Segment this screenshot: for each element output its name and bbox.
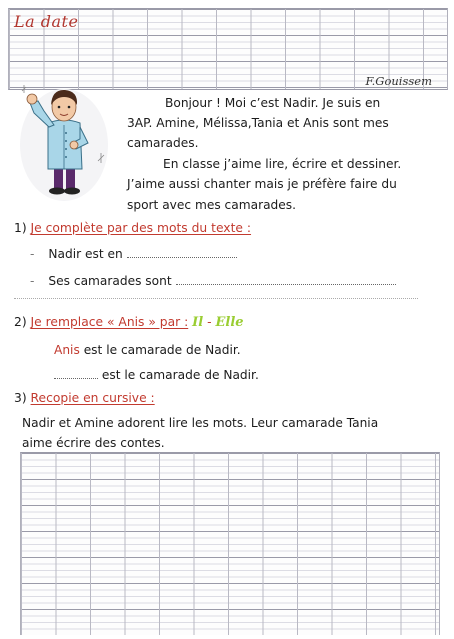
- pronoun-il: Il: [192, 315, 204, 330]
- exercise-1-number: 1): [14, 221, 27, 235]
- pronoun-blank[interactable]: [54, 378, 98, 379]
- exercise-3-heading: [14, 390, 155, 407]
- exercise-1-heading: [14, 220, 251, 237]
- name-anis: Anis: [54, 343, 80, 357]
- intro-line-1: Bonjour ! Moi c’est Nadir. Je suis en: [165, 96, 381, 110]
- cursive-writing-grid[interactable]: [20, 452, 440, 635]
- date-label: La date: [14, 12, 79, 31]
- intro-line-6: sport avec mes camarades.: [127, 198, 297, 212]
- answer-blank-2[interactable]: [176, 284, 396, 285]
- bullet: -: [30, 274, 35, 288]
- author-signature: F.Gouissem: [365, 74, 432, 88]
- exercise-2-title: Je remplace « Anis » par :: [30, 315, 189, 329]
- exercise-1-item-2-text: Ses camarades sont: [48, 274, 172, 288]
- pronoun-separator: -: [207, 315, 212, 329]
- sentence-1-rest: est le camarade de Nadir.: [83, 343, 241, 357]
- exercise-2-sentence-1: [54, 341, 241, 360]
- exercise-3-number: 3): [14, 391, 27, 405]
- exercise-1-title: Je complète par des mots du texte :: [30, 221, 252, 235]
- dotted-separator: [14, 298, 418, 299]
- sentence-2-rest: est le camarade de Nadir.: [101, 368, 259, 382]
- intro-line-5: J’aime aussi chanter mais je préfère faire du: [127, 177, 397, 191]
- exercise-2-sentence-2: [54, 366, 259, 385]
- exercise-2-number: 2): [14, 315, 27, 329]
- bullet: -: [30, 247, 35, 261]
- intro-line-2: 3AP. Amine, Mélissa,Tania et Anis sont mes: [127, 116, 389, 130]
- intro-line-3: camarades.: [127, 136, 199, 150]
- exercise-1-item-2: [30, 272, 396, 291]
- exercise-3-title: Recopie en cursive :: [30, 391, 155, 405]
- exercise-3-line-1: Nadir et Amine adorent lire les mots. Leur camarade Tania: [22, 416, 379, 430]
- exercise-1-item-1-text: Nadir est en: [48, 247, 123, 261]
- boy-illustration: [18, 83, 110, 201]
- exercise-1-item-1: [30, 245, 237, 264]
- answer-blank-1[interactable]: [127, 257, 237, 258]
- pronoun-elle: Elle: [215, 315, 244, 330]
- intro-line-4: En classe j’aime lire, écrire et dessiner.: [163, 157, 402, 171]
- exercise-2-heading: [14, 314, 244, 331]
- exercise-3-line-2: aime écrire des contes.: [22, 436, 165, 450]
